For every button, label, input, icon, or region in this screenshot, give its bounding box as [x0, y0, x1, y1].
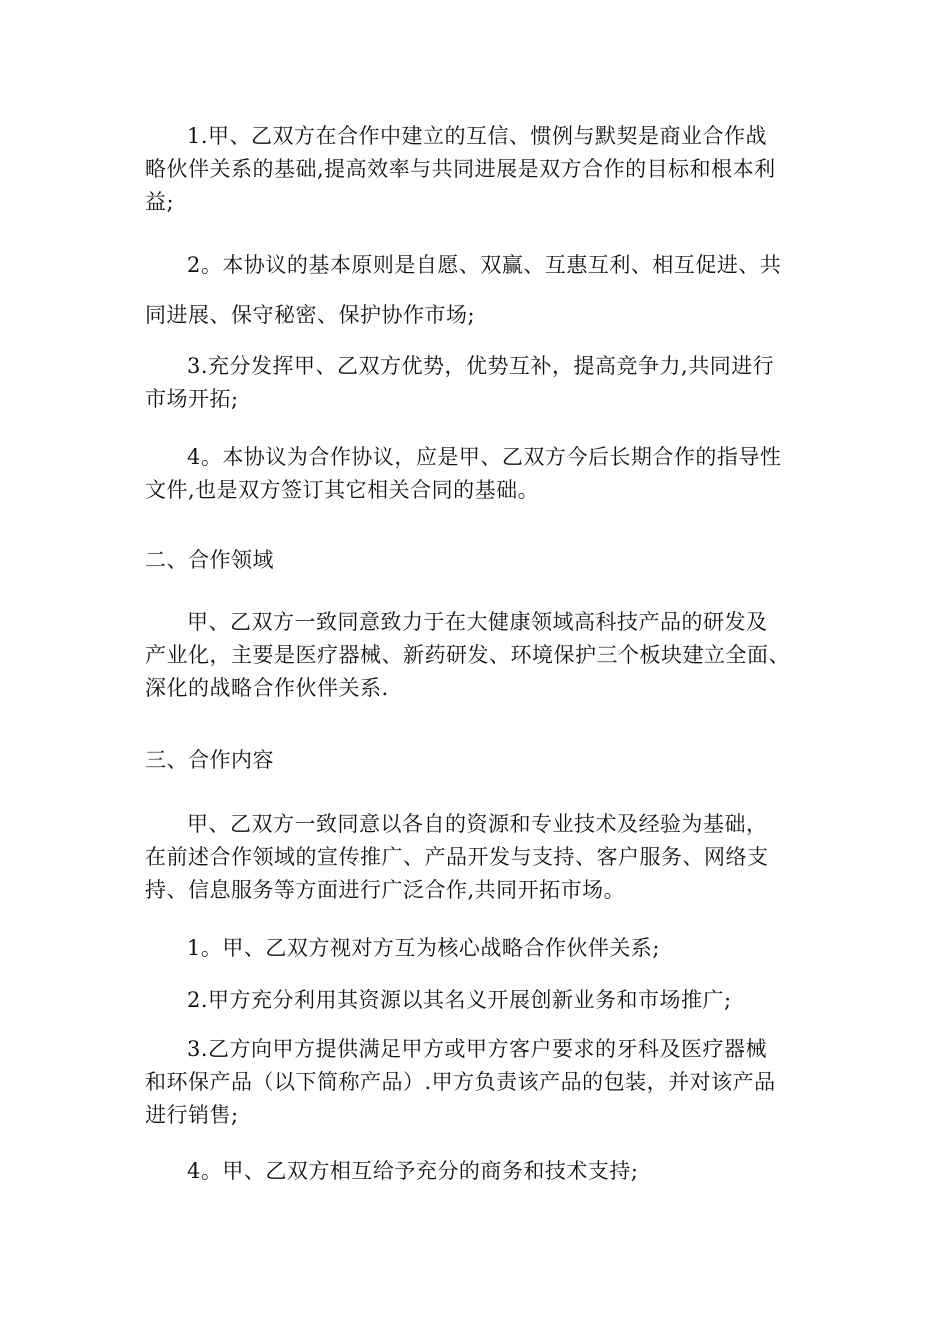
- text-line: 持、信息服务等方面进行广泛合作,共同开拓市场。: [145, 878, 626, 902]
- text-line: 3.充分发挥甲、乙双方优势，优势互补，提高竞争力,共同进行: [187, 354, 775, 378]
- text-line: 在前述合作领域的宣传推广、产品开发与支持、客户服务、网络支: [145, 845, 769, 869]
- content-item-4: [145, 1155, 825, 1188]
- text-line: 甲、乙双方一致同意以各自的资源和专业技术及经验为基础，: [187, 812, 768, 836]
- text-line: 和环保产品（以下简称产品）.甲方负责该产品的包装，并对该产品: [145, 1070, 776, 1094]
- text-line: 1.甲、乙双方在合作中建立的互信、惯例与默契是商业合作战: [187, 124, 768, 148]
- text-line: 4。甲、乙双方相互给予充分的商务和技术支持;: [187, 1159, 639, 1183]
- text-line: 4。本协议为合作协议，应是甲、乙双方今后长期合作的指导性: [187, 445, 782, 469]
- text-line: 益;: [145, 190, 175, 214]
- principle-item-3: [145, 350, 825, 416]
- text-line: 文件,也是双方签订其它相关合同的基础。: [145, 478, 540, 502]
- text-line: 略伙伴关系的基础,提高效率与共同进展是双方合作的目标和根本利: [145, 157, 776, 181]
- text-line: 甲、乙双方一致同意致力于在大健康领域高科技产品的研发及: [187, 610, 768, 634]
- text-line: 产业化，主要是医疗器械、新药研发、环境保护三个板块建立全面、: [145, 643, 790, 667]
- cooperation-content-intro: [145, 808, 825, 907]
- content-item-1: [145, 932, 825, 965]
- text-line: 同进展、保守秘密、保护协作市场;: [145, 303, 476, 327]
- text-line: 2。本协议的基本原则是自愿、双赢、互惠互利、相互促进、共: [187, 253, 782, 277]
- principle-item-2: [145, 240, 825, 340]
- text-line: 深化的战略合作伙伴关系.: [145, 676, 389, 700]
- section-heading-cooperation-content: 三、合作内容: [145, 748, 274, 772]
- content-item-3: [145, 1033, 825, 1132]
- content-item-2: [145, 984, 825, 1017]
- text-line: 1。甲、乙双方视对方互为核心战略合作伙伴关系;: [187, 936, 660, 960]
- text-line: 进行销售;: [145, 1103, 239, 1127]
- cooperation-field-paragraph: [145, 606, 825, 705]
- section-heading-cooperation-field: 二、合作领域: [145, 548, 274, 572]
- text-line: 市场开拓;: [145, 387, 239, 411]
- principle-item-1: [145, 120, 825, 219]
- text-line: 2.甲方充分利用其资源以其名义开展创新业务和市场推广;: [187, 988, 732, 1012]
- principle-item-4: [145, 441, 825, 507]
- text-line: 3.乙方向甲方提供满足甲方或甲方客户要求的牙科及医疗器械: [187, 1037, 768, 1061]
